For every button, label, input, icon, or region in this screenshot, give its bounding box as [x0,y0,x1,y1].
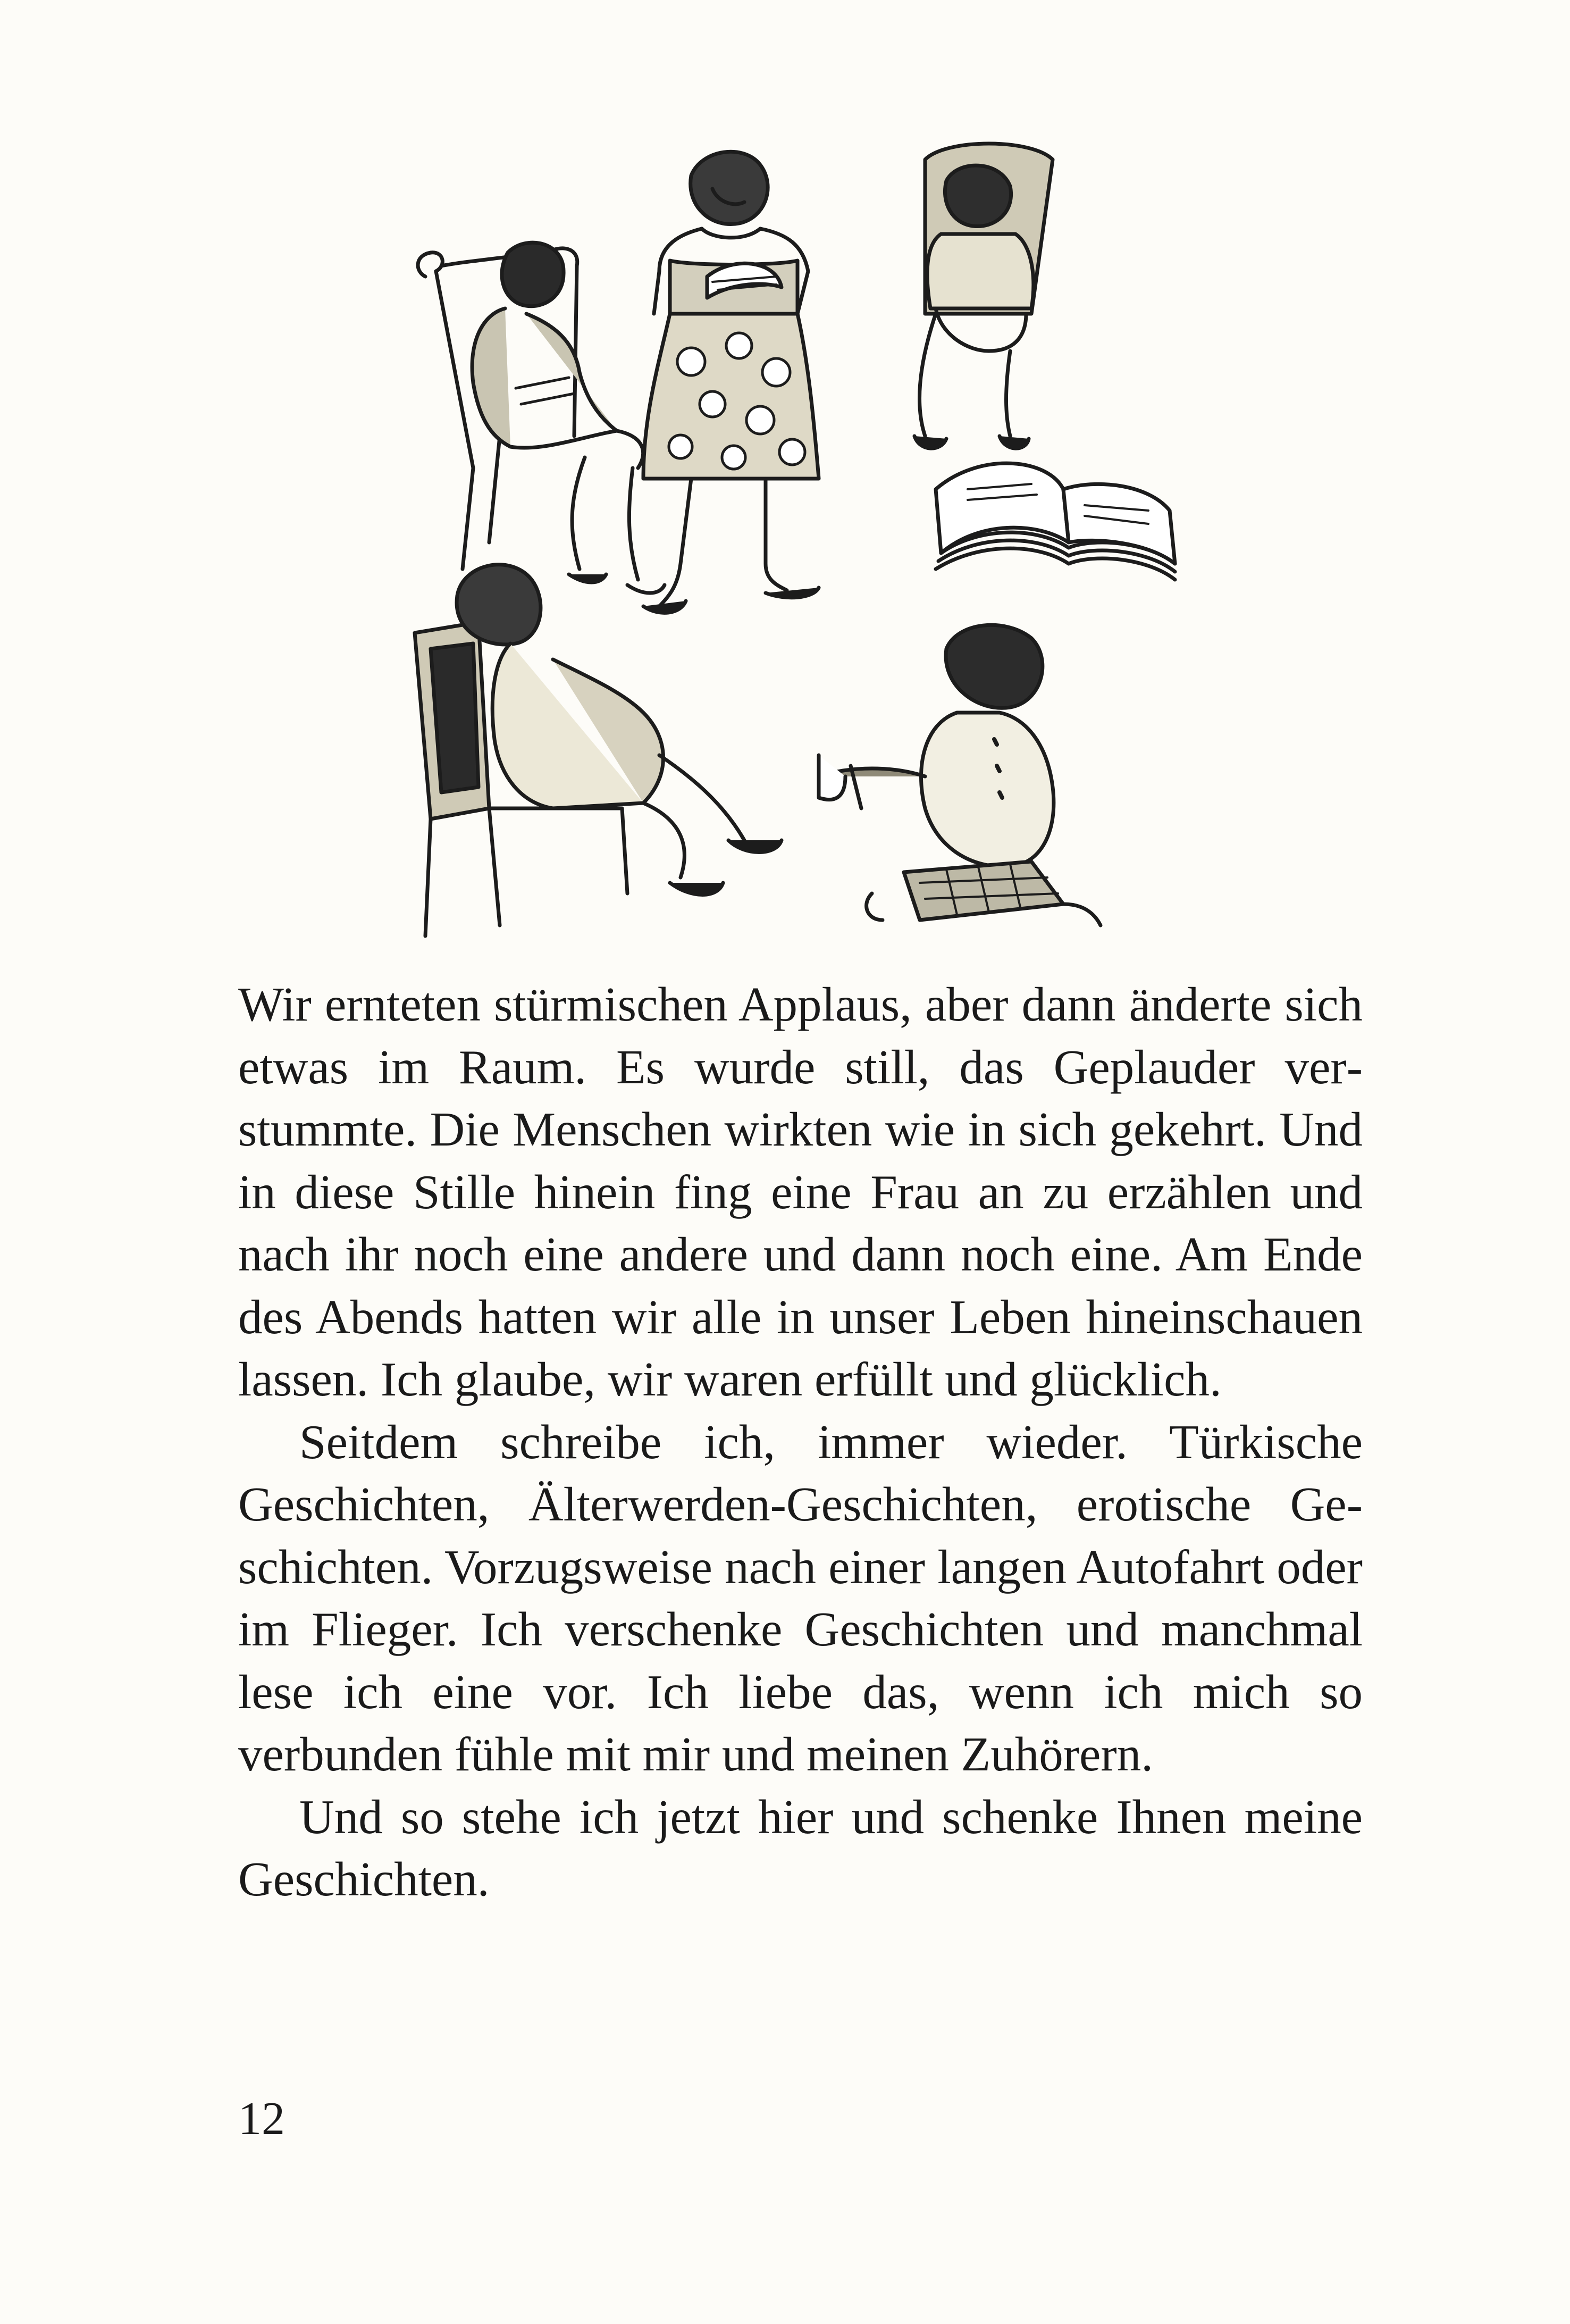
standing-woman-figure [643,152,819,613]
paragraph-3: Und so stehe ich jetzt hier und schenke Ihnen meine Geschichten. [238,1790,1363,1906]
bottom-left-seated-woman-figure [415,565,782,936]
open-book-figure [936,463,1175,580]
body-text [238,973,1363,1911]
page-number: 12 [238,2093,285,2145]
right-seated-woman-figure [914,144,1053,448]
ink-drawing-women-reading-icon [393,138,1191,947]
paragraph-1: Wir ernteten stürmischen Applaus, aber dann änderte sich etwas im Raum. Es wurde still, das Geplauder verstummte. Die Menschen wirkten wie in sich gekehrt. Und in diese Stille hinein fing eine Frau an zu erzählen und nach ihr noch eine andere und dann noch eine. Am Ende des Abends hatten wir alle in unser Leben hineinschauen lassen. Ich glaube, wir waren erfüllt und glücklich. [238,977,1363,1406]
paragraph-2: Seitdem schreibe ich, immer wieder. Türkische Geschichten, Älterwerden-Geschichten, erotische Geschichten. Vorzugsweise nach einer langen Autofahrt oder im Flieger. Ich verschenke Geschichten und manchmal lese ich eine vor. Ich liebe das, wenn ich mich so verbunden fühle mit mir und meinen Zuhörern. [238,1415,1363,1781]
illustration [393,138,1191,947]
left-seated-woman-figure [418,243,665,593]
girl-on-cushion-figure [819,625,1101,925]
